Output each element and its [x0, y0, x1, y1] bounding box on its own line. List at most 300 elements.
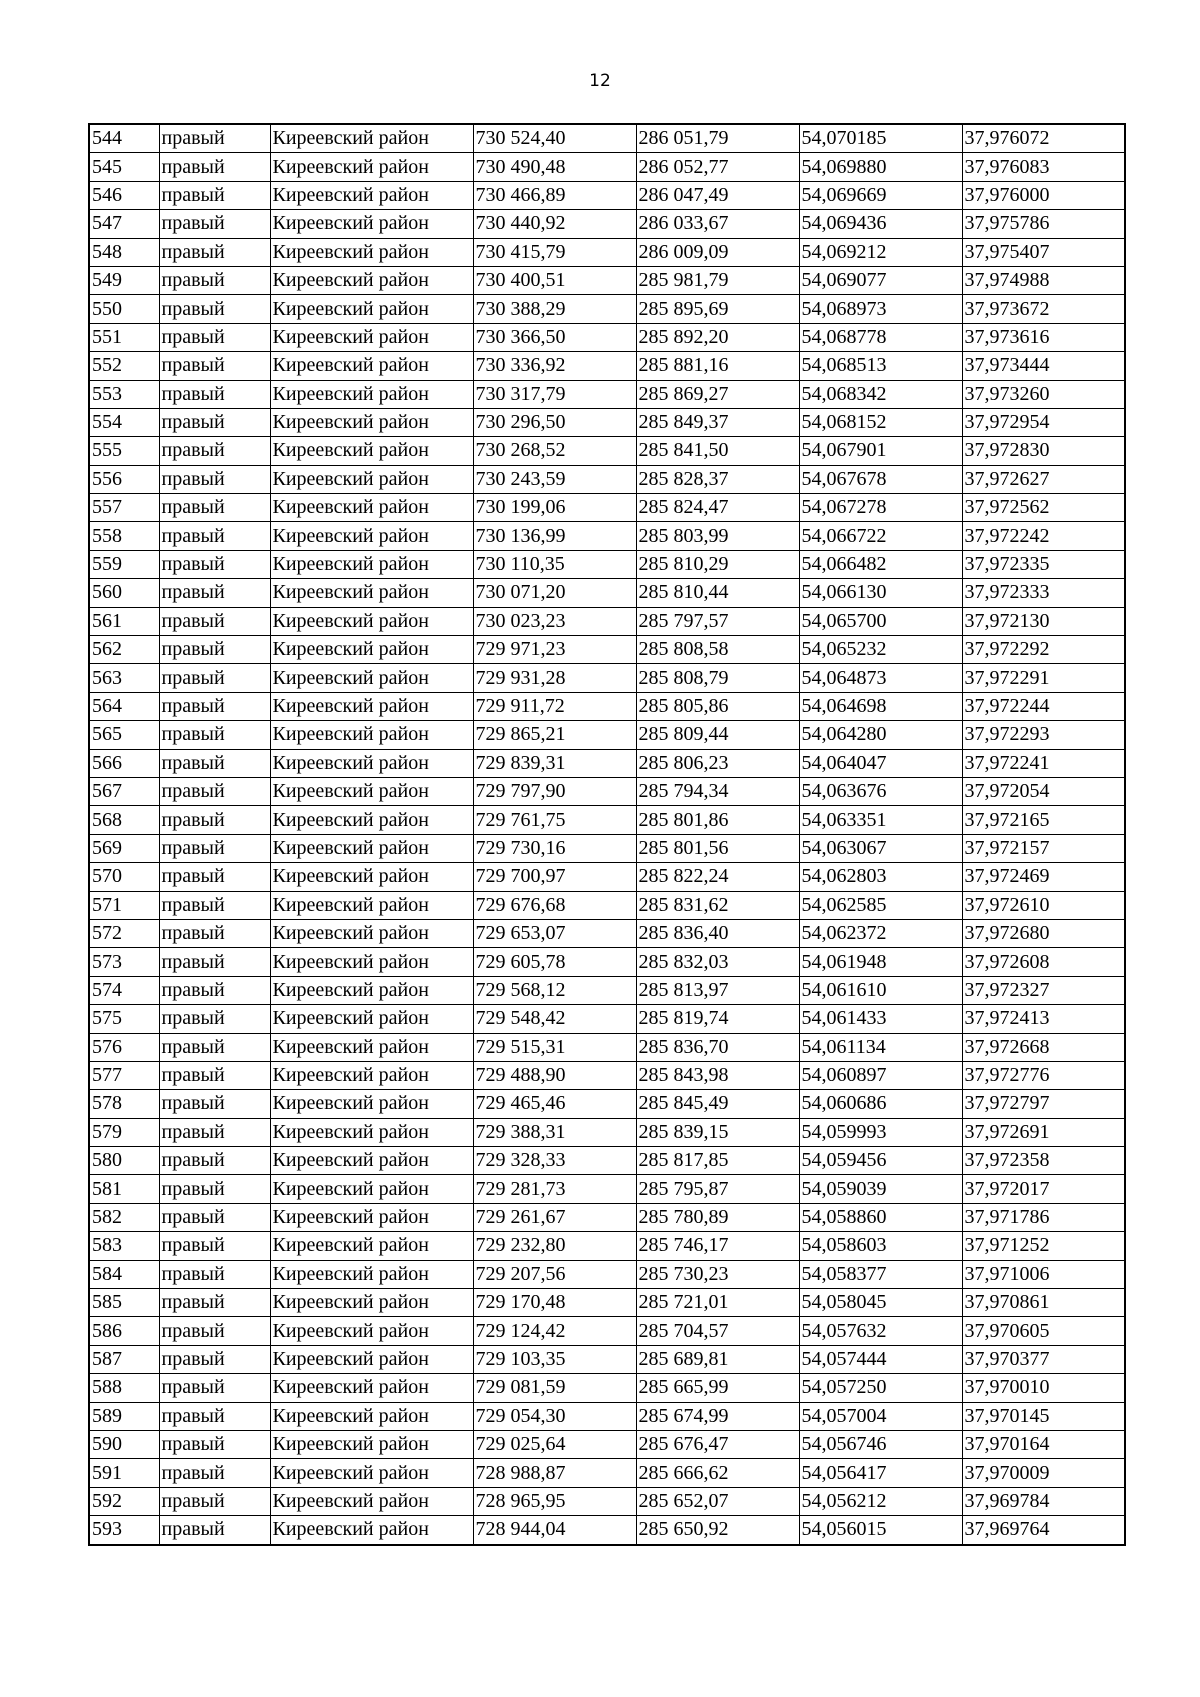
district-cell: Киреевский район — [270, 1317, 473, 1345]
y-coordinate-cell: 285 666,62 — [636, 1459, 799, 1487]
y-coordinate-cell: 286 009,09 — [636, 238, 799, 266]
bank-side-cell: правый — [159, 1317, 270, 1345]
latitude-cell: 54,069077 — [799, 266, 962, 294]
latitude-cell: 54,057444 — [799, 1345, 962, 1373]
table-row — [89, 692, 1125, 720]
table-row — [89, 408, 1125, 436]
longitude-cell: 37,971006 — [962, 1260, 1125, 1288]
table-row — [89, 1090, 1125, 1118]
x-coordinate-cell: 729 281,73 — [473, 1175, 636, 1203]
table-row — [89, 1118, 1125, 1146]
y-coordinate-cell: 285 819,74 — [636, 1005, 799, 1033]
district-cell: Киреевский район — [270, 295, 473, 323]
table-row — [89, 607, 1125, 635]
district-cell: Киреевский район — [270, 210, 473, 238]
table-row — [89, 1175, 1125, 1203]
table-row — [89, 522, 1125, 550]
x-coordinate-cell: 729 548,42 — [473, 1005, 636, 1033]
point-number-cell: 592 — [89, 1487, 159, 1515]
y-coordinate-cell: 285 806,23 — [636, 749, 799, 777]
district-cell: Киреевский район — [270, 891, 473, 919]
bank-side-cell: правый — [159, 636, 270, 664]
point-number-cell: 588 — [89, 1374, 159, 1402]
district-cell: Киреевский район — [270, 1061, 473, 1089]
coordinates-table-body — [89, 124, 1125, 1545]
coordinates-table — [88, 123, 1126, 1546]
longitude-cell: 37,973260 — [962, 380, 1125, 408]
y-coordinate-cell: 285 805,86 — [636, 692, 799, 720]
point-number-cell: 580 — [89, 1147, 159, 1175]
table-row — [89, 1232, 1125, 1260]
latitude-cell: 54,056746 — [799, 1430, 962, 1458]
point-number-cell: 582 — [89, 1203, 159, 1231]
district-cell: Киреевский район — [270, 1289, 473, 1317]
x-coordinate-cell: 729 865,21 — [473, 721, 636, 749]
longitude-cell: 37,970377 — [962, 1345, 1125, 1373]
latitude-cell: 54,064698 — [799, 692, 962, 720]
bank-side-cell: правый — [159, 1147, 270, 1175]
y-coordinate-cell: 285 813,97 — [636, 976, 799, 1004]
longitude-cell: 37,972017 — [962, 1175, 1125, 1203]
latitude-cell: 54,065232 — [799, 636, 962, 664]
bank-side-cell: правый — [159, 1430, 270, 1458]
district-cell: Киреевский район — [270, 1430, 473, 1458]
x-coordinate-cell: 730 440,92 — [473, 210, 636, 238]
point-number-cell: 584 — [89, 1260, 159, 1288]
longitude-cell: 37,972291 — [962, 664, 1125, 692]
longitude-cell: 37,972335 — [962, 550, 1125, 578]
y-coordinate-cell: 285 650,92 — [636, 1516, 799, 1545]
district-cell: Киреевский район — [270, 153, 473, 181]
latitude-cell: 54,069436 — [799, 210, 962, 238]
table-row — [89, 1260, 1125, 1288]
latitude-cell: 54,063067 — [799, 834, 962, 862]
district-cell: Киреевский район — [270, 1118, 473, 1146]
bank-side-cell: правый — [159, 607, 270, 635]
bank-side-cell: правый — [159, 1118, 270, 1146]
district-cell: Киреевский район — [270, 976, 473, 1004]
bank-side-cell: правый — [159, 408, 270, 436]
bank-side-cell: правый — [159, 550, 270, 578]
point-number-cell: 547 — [89, 210, 159, 238]
longitude-cell: 37,972610 — [962, 891, 1125, 919]
district-cell: Киреевский район — [270, 834, 473, 862]
latitude-cell: 54,057004 — [799, 1402, 962, 1430]
y-coordinate-cell: 285 824,47 — [636, 494, 799, 522]
x-coordinate-cell: 729 081,59 — [473, 1374, 636, 1402]
latitude-cell: 54,059039 — [799, 1175, 962, 1203]
table-row — [89, 1374, 1125, 1402]
bank-side-cell: правый — [159, 891, 270, 919]
x-coordinate-cell: 729 730,16 — [473, 834, 636, 862]
bank-side-cell: правый — [159, 692, 270, 720]
district-cell: Киреевский район — [270, 522, 473, 550]
y-coordinate-cell: 285 892,20 — [636, 323, 799, 351]
point-number-cell: 548 — [89, 238, 159, 266]
y-coordinate-cell: 285 817,85 — [636, 1147, 799, 1175]
y-coordinate-cell: 285 810,44 — [636, 579, 799, 607]
latitude-cell: 54,067678 — [799, 465, 962, 493]
table-row — [89, 891, 1125, 919]
x-coordinate-cell: 729 232,80 — [473, 1232, 636, 1260]
district-cell: Киреевский район — [270, 1345, 473, 1373]
table-row — [89, 1430, 1125, 1458]
table-row — [89, 437, 1125, 465]
bank-side-cell: правый — [159, 1203, 270, 1231]
longitude-cell: 37,972469 — [962, 863, 1125, 891]
table-row — [89, 465, 1125, 493]
table-row — [89, 1203, 1125, 1231]
y-coordinate-cell: 285 674,99 — [636, 1402, 799, 1430]
bank-side-cell: правый — [159, 1345, 270, 1373]
longitude-cell: 37,975407 — [962, 238, 1125, 266]
x-coordinate-cell: 730 366,50 — [473, 323, 636, 351]
district-cell: Киреевский район — [270, 948, 473, 976]
longitude-cell: 37,973616 — [962, 323, 1125, 351]
table-row — [89, 210, 1125, 238]
y-coordinate-cell: 285 721,01 — [636, 1289, 799, 1317]
longitude-cell: 37,972054 — [962, 777, 1125, 805]
x-coordinate-cell: 729 605,78 — [473, 948, 636, 976]
x-coordinate-cell: 729 931,28 — [473, 664, 636, 692]
y-coordinate-cell: 285 845,49 — [636, 1090, 799, 1118]
bank-side-cell: правый — [159, 181, 270, 209]
bank-side-cell: правый — [159, 323, 270, 351]
district-cell: Киреевский район — [270, 607, 473, 635]
point-number-cell: 575 — [89, 1005, 159, 1033]
y-coordinate-cell: 285 689,81 — [636, 1345, 799, 1373]
y-coordinate-cell: 286 051,79 — [636, 124, 799, 153]
longitude-cell: 37,969784 — [962, 1487, 1125, 1515]
point-number-cell: 576 — [89, 1033, 159, 1061]
y-coordinate-cell: 285 810,29 — [636, 550, 799, 578]
x-coordinate-cell: 730 199,06 — [473, 494, 636, 522]
latitude-cell: 54,065700 — [799, 607, 962, 635]
y-coordinate-cell: 285 849,37 — [636, 408, 799, 436]
x-coordinate-cell: 729 488,90 — [473, 1061, 636, 1089]
y-coordinate-cell: 285 828,37 — [636, 465, 799, 493]
district-cell: Киреевский район — [270, 124, 473, 153]
x-coordinate-cell: 730 110,35 — [473, 550, 636, 578]
longitude-cell: 37,972776 — [962, 1061, 1125, 1089]
point-number-cell: 577 — [89, 1061, 159, 1089]
y-coordinate-cell: 285 730,23 — [636, 1260, 799, 1288]
x-coordinate-cell: 729 568,12 — [473, 976, 636, 1004]
y-coordinate-cell: 285 803,99 — [636, 522, 799, 550]
latitude-cell: 54,063676 — [799, 777, 962, 805]
x-coordinate-cell: 729 676,68 — [473, 891, 636, 919]
table-row — [89, 1516, 1125, 1545]
bank-side-cell: правый — [159, 834, 270, 862]
point-number-cell: 591 — [89, 1459, 159, 1487]
table-row — [89, 323, 1125, 351]
latitude-cell: 54,058045 — [799, 1289, 962, 1317]
bank-side-cell: правый — [159, 1090, 270, 1118]
latitude-cell: 54,070185 — [799, 124, 962, 153]
bank-side-cell: правый — [159, 1005, 270, 1033]
district-cell: Киреевский район — [270, 806, 473, 834]
table-row — [89, 919, 1125, 947]
x-coordinate-cell: 729 839,31 — [473, 749, 636, 777]
district-cell: Киреевский район — [270, 465, 473, 493]
longitude-cell: 37,972130 — [962, 607, 1125, 635]
table-row — [89, 1459, 1125, 1487]
point-number-cell: 561 — [89, 607, 159, 635]
district-cell: Киреевский район — [270, 692, 473, 720]
y-coordinate-cell: 285 797,57 — [636, 607, 799, 635]
x-coordinate-cell: 729 388,31 — [473, 1118, 636, 1146]
x-coordinate-cell: 729 207,56 — [473, 1260, 636, 1288]
longitude-cell: 37,970145 — [962, 1402, 1125, 1430]
bank-side-cell: правый — [159, 266, 270, 294]
point-number-cell: 556 — [89, 465, 159, 493]
table-row — [89, 238, 1125, 266]
bank-side-cell: правый — [159, 1260, 270, 1288]
bank-side-cell: правый — [159, 238, 270, 266]
table-row — [89, 863, 1125, 891]
bank-side-cell: правый — [159, 1459, 270, 1487]
latitude-cell: 54,057250 — [799, 1374, 962, 1402]
table-row — [89, 636, 1125, 664]
latitude-cell: 54,061610 — [799, 976, 962, 1004]
district-cell: Киреевский район — [270, 579, 473, 607]
bank-side-cell: правый — [159, 721, 270, 749]
district-cell: Киреевский район — [270, 266, 473, 294]
bank-side-cell: правый — [159, 919, 270, 947]
x-coordinate-cell: 729 465,46 — [473, 1090, 636, 1118]
x-coordinate-cell: 730 415,79 — [473, 238, 636, 266]
bank-side-cell: правый — [159, 494, 270, 522]
bank-side-cell: правый — [159, 863, 270, 891]
table-row — [89, 1402, 1125, 1430]
point-number-cell: 545 — [89, 153, 159, 181]
bank-side-cell: правый — [159, 948, 270, 976]
longitude-cell: 37,972413 — [962, 1005, 1125, 1033]
latitude-cell: 54,059456 — [799, 1147, 962, 1175]
x-coordinate-cell: 730 388,29 — [473, 295, 636, 323]
district-cell: Киреевский район — [270, 352, 473, 380]
point-number-cell: 549 — [89, 266, 159, 294]
latitude-cell: 54,060686 — [799, 1090, 962, 1118]
table-row — [89, 153, 1125, 181]
district-cell: Киреевский район — [270, 1203, 473, 1231]
y-coordinate-cell: 285 843,98 — [636, 1061, 799, 1089]
district-cell: Киреевский район — [270, 408, 473, 436]
bank-side-cell: правый — [159, 777, 270, 805]
x-coordinate-cell: 730 023,23 — [473, 607, 636, 635]
point-number-cell: 563 — [89, 664, 159, 692]
latitude-cell: 54,063351 — [799, 806, 962, 834]
point-number-cell: 554 — [89, 408, 159, 436]
table-row — [89, 579, 1125, 607]
bank-side-cell: правый — [159, 295, 270, 323]
latitude-cell: 54,068778 — [799, 323, 962, 351]
latitude-cell: 54,069880 — [799, 153, 962, 181]
latitude-cell: 54,066130 — [799, 579, 962, 607]
point-number-cell: 562 — [89, 636, 159, 664]
bank-side-cell: правый — [159, 664, 270, 692]
district-cell: Киреевский район — [270, 1033, 473, 1061]
table-row — [89, 1317, 1125, 1345]
district-cell: Киреевский район — [270, 1402, 473, 1430]
longitude-cell: 37,972691 — [962, 1118, 1125, 1146]
y-coordinate-cell: 285 808,79 — [636, 664, 799, 692]
longitude-cell: 37,972680 — [962, 919, 1125, 947]
point-number-cell: 558 — [89, 522, 159, 550]
longitude-cell: 37,972797 — [962, 1090, 1125, 1118]
longitude-cell: 37,972608 — [962, 948, 1125, 976]
latitude-cell: 54,067278 — [799, 494, 962, 522]
district-cell: Киреевский район — [270, 919, 473, 947]
longitude-cell: 37,970010 — [962, 1374, 1125, 1402]
point-number-cell: 571 — [89, 891, 159, 919]
district-cell: Киреевский район — [270, 777, 473, 805]
bank-side-cell: правый — [159, 465, 270, 493]
latitude-cell: 54,064047 — [799, 749, 962, 777]
table-row — [89, 295, 1125, 323]
district-cell: Киреевский район — [270, 636, 473, 664]
latitude-cell: 54,061433 — [799, 1005, 962, 1033]
x-coordinate-cell: 729 124,42 — [473, 1317, 636, 1345]
x-coordinate-cell: 730 400,51 — [473, 266, 636, 294]
point-number-cell: 586 — [89, 1317, 159, 1345]
x-coordinate-cell: 730 466,89 — [473, 181, 636, 209]
longitude-cell: 37,973444 — [962, 352, 1125, 380]
latitude-cell: 54,058860 — [799, 1203, 962, 1231]
district-cell: Киреевский район — [270, 1175, 473, 1203]
longitude-cell: 37,972292 — [962, 636, 1125, 664]
point-number-cell: 546 — [89, 181, 159, 209]
bank-side-cell: правый — [159, 124, 270, 153]
latitude-cell: 54,067901 — [799, 437, 962, 465]
y-coordinate-cell: 285 808,58 — [636, 636, 799, 664]
x-coordinate-cell: 729 911,72 — [473, 692, 636, 720]
x-coordinate-cell: 730 268,52 — [473, 437, 636, 465]
latitude-cell: 54,062372 — [799, 919, 962, 947]
y-coordinate-cell: 285 839,15 — [636, 1118, 799, 1146]
table-row — [89, 181, 1125, 209]
longitude-cell: 37,972157 — [962, 834, 1125, 862]
longitude-cell: 37,972333 — [962, 579, 1125, 607]
point-number-cell: 559 — [89, 550, 159, 578]
x-coordinate-cell: 730 336,92 — [473, 352, 636, 380]
y-coordinate-cell: 285 652,07 — [636, 1487, 799, 1515]
bank-side-cell: правый — [159, 1402, 270, 1430]
point-number-cell: 570 — [89, 863, 159, 891]
district-cell: Киреевский район — [270, 1147, 473, 1175]
x-coordinate-cell: 728 965,95 — [473, 1487, 636, 1515]
latitude-cell: 54,061948 — [799, 948, 962, 976]
district-cell: Киреевский район — [270, 238, 473, 266]
longitude-cell: 37,973672 — [962, 295, 1125, 323]
point-number-cell: 544 — [89, 124, 159, 153]
bank-side-cell: правый — [159, 1175, 270, 1203]
point-number-cell: 552 — [89, 352, 159, 380]
bank-side-cell: правый — [159, 1516, 270, 1545]
longitude-cell: 37,972327 — [962, 976, 1125, 1004]
latitude-cell: 54,069212 — [799, 238, 962, 266]
point-number-cell: 578 — [89, 1090, 159, 1118]
latitude-cell: 54,066722 — [799, 522, 962, 550]
table-row — [89, 1033, 1125, 1061]
longitude-cell: 37,976083 — [962, 153, 1125, 181]
longitude-cell: 37,972954 — [962, 408, 1125, 436]
y-coordinate-cell: 285 795,87 — [636, 1175, 799, 1203]
x-coordinate-cell: 728 988,87 — [473, 1459, 636, 1487]
point-number-cell: 567 — [89, 777, 159, 805]
point-number-cell: 590 — [89, 1430, 159, 1458]
y-coordinate-cell: 285 704,57 — [636, 1317, 799, 1345]
x-coordinate-cell: 729 797,90 — [473, 777, 636, 805]
table-row — [89, 664, 1125, 692]
bank-side-cell: правый — [159, 1487, 270, 1515]
point-number-cell: 557 — [89, 494, 159, 522]
table-row — [89, 1345, 1125, 1373]
y-coordinate-cell: 285 831,62 — [636, 891, 799, 919]
x-coordinate-cell: 729 653,07 — [473, 919, 636, 947]
x-coordinate-cell: 729 515,31 — [473, 1033, 636, 1061]
longitude-cell: 37,970861 — [962, 1289, 1125, 1317]
point-number-cell: 564 — [89, 692, 159, 720]
table-row — [89, 777, 1125, 805]
y-coordinate-cell: 285 801,56 — [636, 834, 799, 862]
latitude-cell: 54,064873 — [799, 664, 962, 692]
bank-side-cell: правый — [159, 352, 270, 380]
x-coordinate-cell: 730 136,99 — [473, 522, 636, 550]
bank-side-cell: правый — [159, 749, 270, 777]
district-cell: Киреевский район — [270, 1487, 473, 1515]
latitude-cell: 54,068342 — [799, 380, 962, 408]
district-cell: Киреевский район — [270, 1516, 473, 1545]
district-cell: Киреевский район — [270, 380, 473, 408]
point-number-cell: 587 — [89, 1345, 159, 1373]
bank-side-cell: правый — [159, 1374, 270, 1402]
longitude-cell: 37,970164 — [962, 1430, 1125, 1458]
x-coordinate-cell: 730 317,79 — [473, 380, 636, 408]
y-coordinate-cell: 285 836,70 — [636, 1033, 799, 1061]
x-coordinate-cell: 729 328,33 — [473, 1147, 636, 1175]
bank-side-cell: правый — [159, 210, 270, 238]
x-coordinate-cell: 729 261,67 — [473, 1203, 636, 1231]
longitude-cell: 37,969764 — [962, 1516, 1125, 1545]
district-cell: Киреевский район — [270, 1005, 473, 1033]
bank-side-cell: правый — [159, 1289, 270, 1317]
bank-side-cell: правый — [159, 153, 270, 181]
longitude-cell: 37,972165 — [962, 806, 1125, 834]
longitude-cell: 37,976072 — [962, 124, 1125, 153]
longitude-cell: 37,972244 — [962, 692, 1125, 720]
bank-side-cell: правый — [159, 579, 270, 607]
table-row — [89, 834, 1125, 862]
district-cell: Киреевский район — [270, 664, 473, 692]
latitude-cell: 54,068513 — [799, 352, 962, 380]
x-coordinate-cell: 730 524,40 — [473, 124, 636, 153]
table-row — [89, 124, 1125, 153]
point-number-cell: 551 — [89, 323, 159, 351]
y-coordinate-cell: 285 809,44 — [636, 721, 799, 749]
latitude-cell: 54,061134 — [799, 1033, 962, 1061]
district-cell: Киреевский район — [270, 1459, 473, 1487]
y-coordinate-cell: 285 895,69 — [636, 295, 799, 323]
point-number-cell: 573 — [89, 948, 159, 976]
latitude-cell: 54,064280 — [799, 721, 962, 749]
district-cell: Киреевский район — [270, 181, 473, 209]
point-number-cell: 553 — [89, 380, 159, 408]
point-number-cell: 581 — [89, 1175, 159, 1203]
bank-side-cell: правый — [159, 380, 270, 408]
table-row — [89, 948, 1125, 976]
latitude-cell: 54,062803 — [799, 863, 962, 891]
